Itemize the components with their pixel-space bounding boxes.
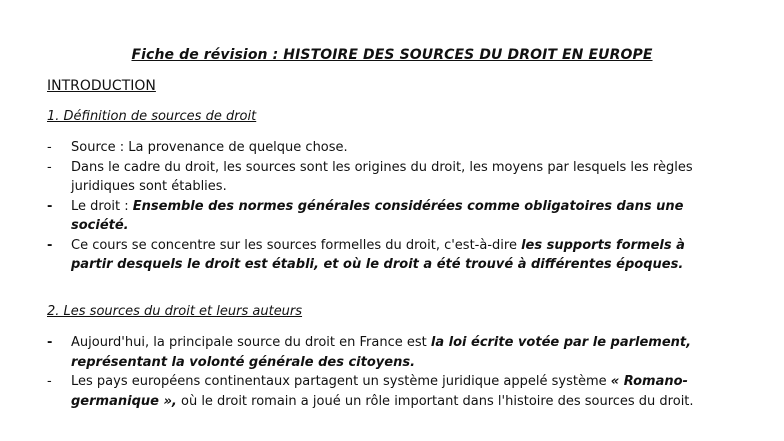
item-emphasis: Ensemble des normes générales considérées comme obligatoires dans une société. — [71, 198, 684, 233]
list-item — [47, 158, 727, 197]
list-item — [47, 138, 727, 158]
item-emphasis: les supports formels à partir desquels le droit est établi, et où le droit a été trouvé à différentes époques. — [71, 237, 685, 272]
section-1-list — [47, 138, 727, 275]
item-emphasis: « Romano-germanique », — [71, 374, 688, 409]
item-emphasis: la loi écrite votée par le parlement, représentant la volonté générale des citoyens. — [71, 335, 692, 370]
bullet-dash: - — [47, 159, 52, 175]
bullet-dash: - — [47, 237, 53, 253]
section-2-heading: 2. Les sources du droit et leurs auteurs — [47, 304, 303, 319]
bullet-dash: - — [47, 374, 52, 389]
bullet-dash: - — [47, 198, 53, 214]
item-text: Le droit : — [71, 198, 133, 214]
bullet-dash: - — [47, 335, 53, 350]
bullet-dash: - — [47, 140, 52, 155]
list-item — [47, 197, 727, 236]
item-text: Aujourd'hui, la principale source du droit en France est — [71, 335, 431, 350]
list-item — [47, 333, 727, 372]
item-text: Dans le cadre du droit, les sources sont les origines du droit, les moyens par lesquels les règles juridiques sont établies. — [71, 159, 693, 194]
list-item — [47, 236, 727, 275]
section-1-heading: 1. Définition de sources de droit — [47, 109, 257, 124]
introduction-heading: INTRODUCTION — [47, 78, 156, 94]
item-text-continued: où le droit romain a joué un rôle important dans l'histoire des sources du droit. — [176, 393, 694, 409]
item-text: Ce cours se concentre sur les sources formelles du droit, c'est-à-dire — [71, 237, 522, 253]
item-text: Source : La provenance de quelque chose. — [71, 140, 348, 155]
page-title: Fiche de révision : HISTOIRE DES SOURCES DU DROIT EN EUROPE — [131, 47, 653, 63]
list-item — [47, 372, 727, 411]
section-2-list — [47, 333, 727, 411]
item-text: Les pays européens continentaux partagent un système juridique appelé système — [71, 374, 611, 389]
